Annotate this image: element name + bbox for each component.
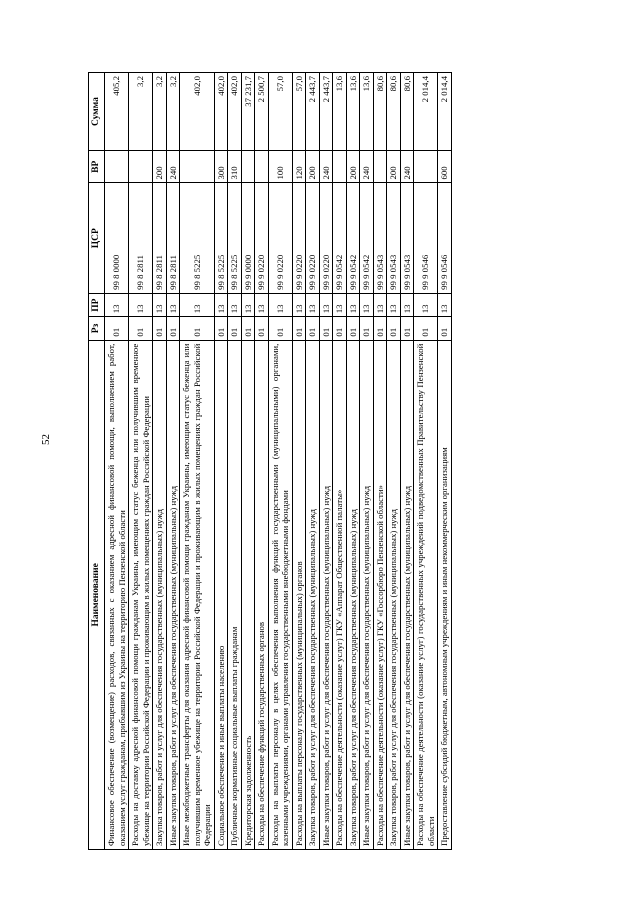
row-vr: 200 — [387, 151, 401, 183]
row-vr — [373, 151, 387, 183]
table-row — [153, 73, 167, 850]
row-sum: 2 500,7 — [255, 73, 269, 151]
row-csr: 99 9 0542 — [333, 183, 347, 293]
row-pr: 13 — [255, 293, 269, 316]
row-pr: 13 — [346, 293, 360, 316]
row-vr: 240 — [166, 151, 180, 183]
row-csr: 99 9 0220 — [292, 183, 306, 293]
row-name: Расходы на выплаты персоналу в целях обеспечения выполнения функций государственными (муниципальными) органами, казенными учреждениями, органами управления государственными внебюджетными фондами — [268, 340, 292, 849]
table-row — [268, 73, 292, 850]
row-pr: 13 — [166, 293, 180, 316]
row-sum: 3,2 — [153, 73, 167, 151]
row-sum: 3,2 — [166, 73, 180, 151]
row-csr: 99 9 0000 — [241, 183, 255, 293]
row-pr: 13 — [105, 293, 129, 316]
row-sum: 2 443,7 — [306, 73, 320, 151]
row-name: Расходы на обеспечение функций государственных органов — [255, 340, 269, 849]
row-vr — [105, 151, 129, 183]
row-rz: 01 — [180, 317, 215, 340]
row-sum: 80,6 — [400, 73, 414, 151]
row-sum: 405,2 — [105, 73, 129, 151]
row-csr: 99 9 0543 — [387, 183, 401, 293]
row-vr — [180, 151, 215, 183]
row-rz: 01 — [360, 317, 374, 340]
row-pr: 13 — [129, 293, 153, 316]
row-csr: 99 8 5225 — [214, 183, 228, 293]
row-pr: 13 — [438, 293, 452, 316]
row-rz: 01 — [400, 317, 414, 340]
row-vr: 240 — [400, 151, 414, 183]
row-rz: 01 — [228, 317, 242, 340]
row-rz: 01 — [166, 317, 180, 340]
row-vr — [333, 151, 347, 183]
row-sum: 37 231,7 — [241, 73, 255, 151]
header-rz: Рз — [89, 317, 105, 340]
row-sum: 2 443,7 — [319, 73, 333, 151]
table-row — [438, 73, 452, 850]
row-rz: 01 — [105, 317, 129, 340]
row-vr — [414, 151, 438, 183]
table-row — [306, 73, 320, 850]
row-sum: 57,0 — [292, 73, 306, 151]
header-sum: Сумма — [89, 73, 105, 151]
row-name: Расходы на обеспечение деятельности (оказание услуг) государственных учреждений подведомственных Правительству Пензенской области — [414, 340, 438, 849]
row-name: Иные закупки товаров, работ и услуг для обеспечения государственных (муниципальных) нужд — [166, 340, 180, 849]
row-pr: 13 — [400, 293, 414, 316]
row-pr: 13 — [333, 293, 347, 316]
row-name: Расходы на обеспечение деятельности (оказание услуг) ГКУ «Госсорбюро Пензенской области» — [373, 340, 387, 849]
row-vr — [255, 151, 269, 183]
row-pr: 13 — [414, 293, 438, 316]
row-name: Иные закупки товаров, работ и услуг для обеспечения государственных (муниципальных) нужд — [400, 340, 414, 849]
row-vr — [129, 151, 153, 183]
budget-table-container — [88, 72, 596, 850]
row-csr: 99 9 0542 — [360, 183, 374, 293]
row-vr: 200 — [306, 151, 320, 183]
row-rz: 01 — [438, 317, 452, 340]
row-vr: 100 — [268, 151, 292, 183]
row-rz: 01 — [346, 317, 360, 340]
table-row — [387, 73, 401, 850]
row-name: Расходы на доставку адресной финансовой помощи гражданам Украины, имеющим статус беженца или получившим временное убежище на территории Российской Федерации и проживающим в жилых помещениях граждан Российской Федерации — [129, 340, 153, 849]
row-rz: 01 — [255, 317, 269, 340]
row-sum: 2 014,4 — [438, 73, 452, 151]
table-row — [360, 73, 374, 850]
row-pr: 13 — [241, 293, 255, 316]
page-number: 52 — [40, 434, 52, 445]
row-vr — [241, 151, 255, 183]
row-sum: 2 014,4 — [414, 73, 438, 151]
row-name: Финансовое обеспечение (возмещение) расходов, связанных с оказанием адресной финансовой помощи, выполнением работ, оказанием услуг гражданам, прибывшим из Украины на территорию Пензенской области — [105, 340, 129, 849]
row-pr: 13 — [268, 293, 292, 316]
row-name: Социальное обеспечение и иные выплаты населению — [214, 340, 228, 849]
row-rz: 01 — [414, 317, 438, 340]
row-name: Кредиторская задолженность — [241, 340, 255, 849]
row-rz: 01 — [241, 317, 255, 340]
row-csr: 99 9 0220 — [255, 183, 269, 293]
row-rz: 01 — [319, 317, 333, 340]
row-csr: 99 9 0220 — [319, 183, 333, 293]
row-sum: 80,6 — [373, 73, 387, 151]
budget-table — [88, 72, 452, 850]
row-csr: 99 8 2811 — [129, 183, 153, 293]
row-csr: 99 8 0000 — [105, 183, 129, 293]
row-csr: 99 9 0543 — [373, 183, 387, 293]
row-sum: 13,6 — [333, 73, 347, 151]
table-row — [241, 73, 255, 850]
row-vr: 120 — [292, 151, 306, 183]
row-csr: 99 8 5225 — [228, 183, 242, 293]
row-vr: 200 — [153, 151, 167, 183]
table-row — [166, 73, 180, 850]
table-row — [129, 73, 153, 850]
row-csr: 99 8 2811 — [166, 183, 180, 293]
row-vr: 310 — [228, 151, 242, 183]
header-csr: ЦСР — [89, 183, 105, 293]
header-name: Наименование — [89, 340, 105, 849]
row-rz: 01 — [268, 317, 292, 340]
row-csr: 99 9 0546 — [438, 183, 452, 293]
row-csr: 99 8 2811 — [153, 183, 167, 293]
table-row — [292, 73, 306, 850]
row-vr: 300 — [214, 151, 228, 183]
row-pr: 13 — [360, 293, 374, 316]
table-row — [228, 73, 242, 850]
row-rz: 01 — [153, 317, 167, 340]
row-name: Закупка товаров, работ и услуг для обеспечения государственных (муниципальных) нужд — [346, 340, 360, 849]
row-vr: 200 — [346, 151, 360, 183]
row-sum: 80,6 — [387, 73, 401, 151]
table-row — [255, 73, 269, 850]
row-sum: 402,0 — [214, 73, 228, 151]
row-name: Иные закупки товаров, работ и услуг для обеспечения государственных (муниципальных) нужд — [360, 340, 374, 849]
row-csr: 99 9 0543 — [400, 183, 414, 293]
row-sum: 3,2 — [129, 73, 153, 151]
row-rz: 01 — [333, 317, 347, 340]
row-sum: 402,0 — [180, 73, 215, 151]
row-csr: 99 9 0220 — [268, 183, 292, 293]
row-name: Публичные нормативные социальные выплаты гражданам — [228, 340, 242, 849]
row-vr: 240 — [319, 151, 333, 183]
row-pr: 13 — [214, 293, 228, 316]
row-sum: 13,6 — [346, 73, 360, 151]
row-name: Расходы на обеспечение деятельности (оказание услуг) ГКУ «Аппарат Общественной палаты» — [333, 340, 347, 849]
row-vr: 240 — [360, 151, 374, 183]
row-sum: 402,0 — [228, 73, 242, 151]
row-sum: 13,6 — [360, 73, 374, 151]
table-row — [346, 73, 360, 850]
row-name: Закупка товаров, работ и услуг для обеспечения государственных (муниципальных) нужд — [153, 340, 167, 849]
table-row — [400, 73, 414, 850]
row-sum: 57,0 — [268, 73, 292, 151]
row-pr: 13 — [373, 293, 387, 316]
table-row — [319, 73, 333, 850]
table-row — [105, 73, 129, 850]
row-rz: 01 — [387, 317, 401, 340]
row-csr: 99 9 0542 — [346, 183, 360, 293]
row-pr: 13 — [306, 293, 320, 316]
table-row — [414, 73, 438, 850]
row-pr: 13 — [180, 293, 215, 316]
row-name: Иные закупки товаров, работ и услуг для обеспечения государственных (муниципальных) нужд — [319, 340, 333, 849]
row-csr: 99 9 0220 — [306, 183, 320, 293]
row-pr: 13 — [319, 293, 333, 316]
header-pr: ПР — [89, 293, 105, 316]
row-pr: 13 — [387, 293, 401, 316]
row-name: Иные межбюджетные трансферты для оказания адресной финансовой помощи гражданам Украины, имеющим статус беженца или получившим временное убежище на территории Российской Федерации и проживающим в жилых помещениях граждан Российской Федерации — [180, 340, 215, 849]
row-rz: 01 — [129, 317, 153, 340]
table-row — [333, 73, 347, 850]
row-rz: 01 — [306, 317, 320, 340]
table-body — [105, 73, 452, 850]
row-rz: 01 — [292, 317, 306, 340]
row-name: Предоставление субсидий бюджетным, автономным учреждениям и иным некоммерческим организациям — [438, 340, 452, 849]
row-csr: 99 8 5225 — [180, 183, 215, 293]
row-name: Закупка товаров, работ и услуг для обеспечения государственных (муниципальных) нужд — [306, 340, 320, 849]
row-csr: 99 9 0546 — [414, 183, 438, 293]
table-row — [214, 73, 228, 850]
row-pr: 13 — [228, 293, 242, 316]
table-row — [180, 73, 215, 850]
row-rz: 01 — [214, 317, 228, 340]
table-row — [373, 73, 387, 850]
table-header-row — [89, 73, 105, 850]
row-rz: 01 — [373, 317, 387, 340]
header-vr: ВР — [89, 151, 105, 183]
row-pr: 13 — [292, 293, 306, 316]
row-pr: 13 — [153, 293, 167, 316]
row-name: Расходы на выплаты персоналу государственных (муниципальных) органов — [292, 340, 306, 849]
row-name: Закупка товаров, работ и услуг для обеспечения государственных (муниципальных) нужд — [387, 340, 401, 849]
row-vr: 600 — [438, 151, 452, 183]
